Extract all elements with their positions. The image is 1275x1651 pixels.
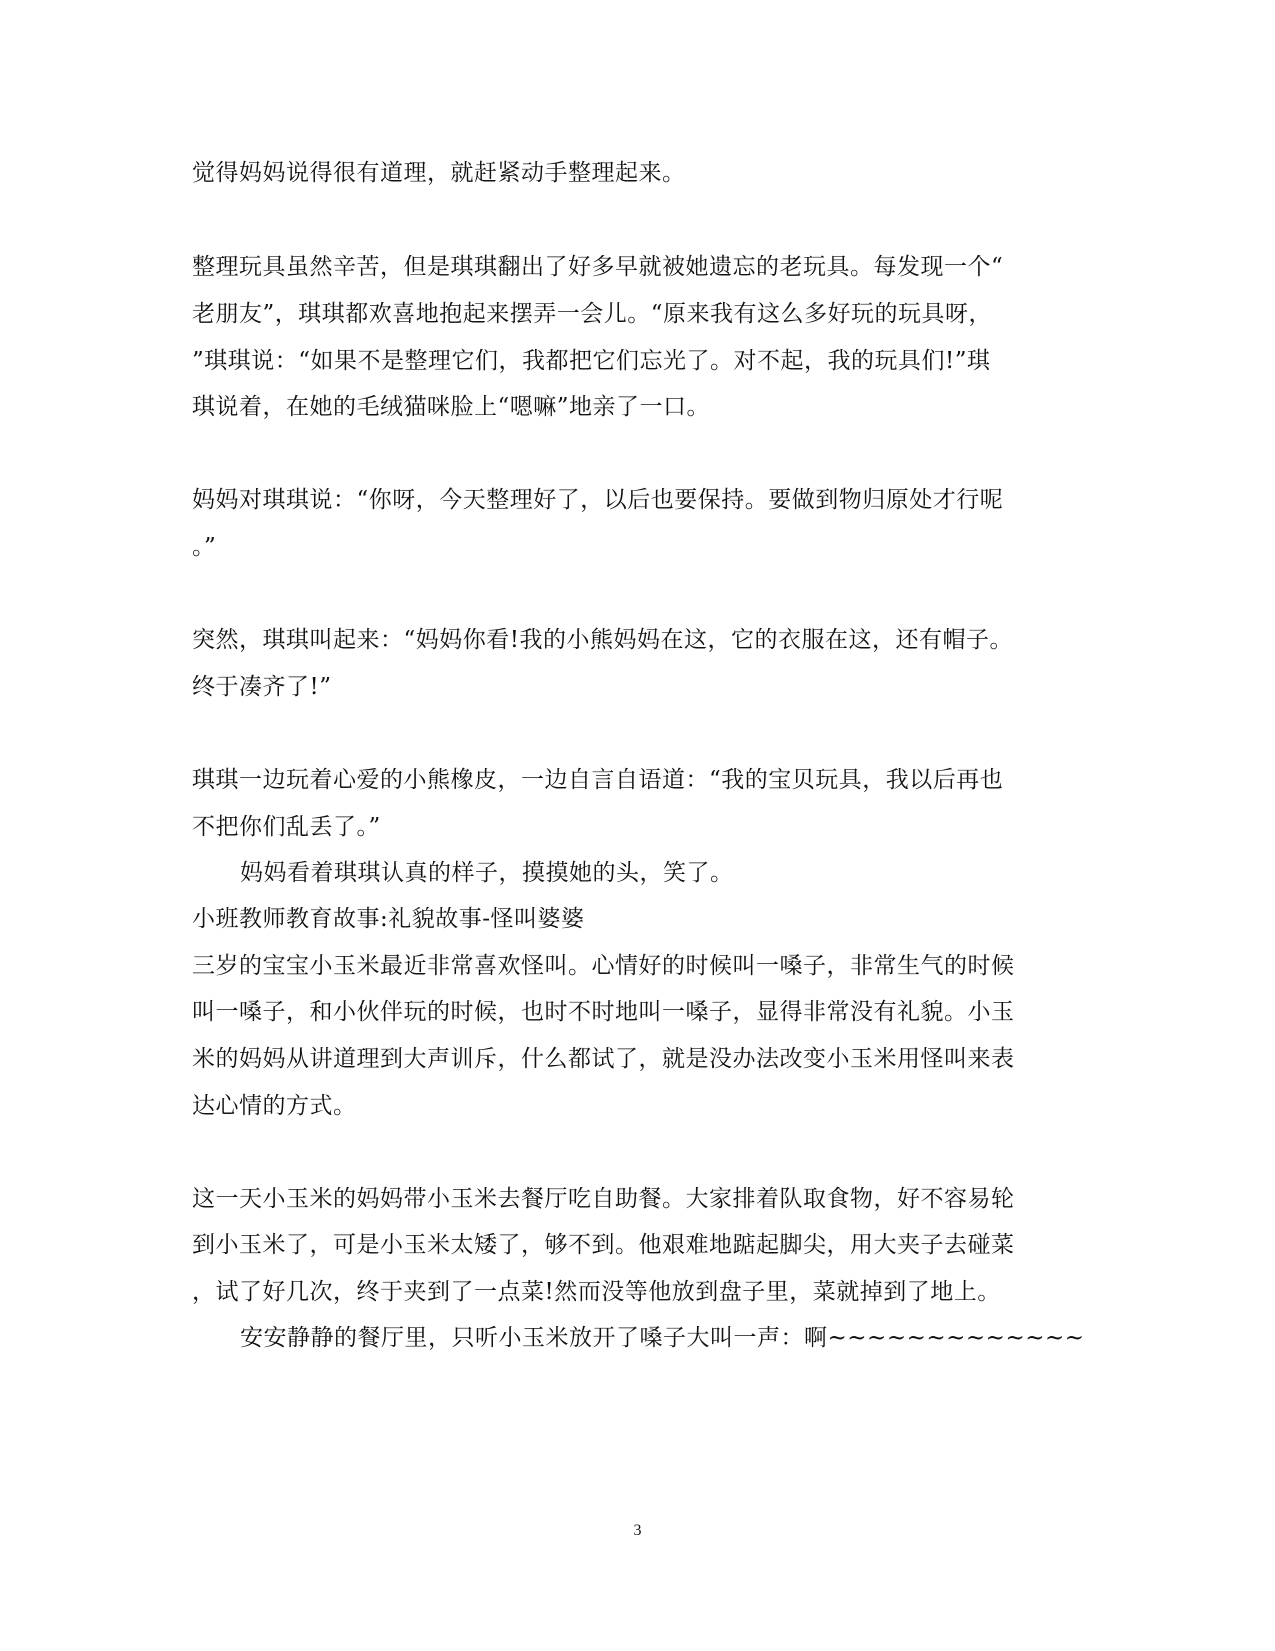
text-line: 三岁的宝宝小玉米最近非常喜欢怪叫。心情好的时候叫一嗓子，非常生气的时候: [192, 953, 1015, 979]
text-line: 老朋友”，琪琪都欢喜地抱起来摆弄一会儿。“原来我有这么多好玩的玩具呀，: [192, 301, 993, 327]
text-line: 到小玉米了，可是小玉米太矮了，够不到。他艰难地踮起脚尖，用大夹子去碰菜: [192, 1232, 1015, 1258]
text-line: 觉得妈妈说得很有道理，就赶紧动手整理起来。: [192, 160, 686, 186]
text-line: 不把你们乱丢了。”: [192, 814, 381, 840]
text-line: 达心情的方式。: [192, 1093, 357, 1119]
text-line: 叫一嗓子，和小伙伴玩的时候，也时不时地叫一嗓子，显得非常没有礼貌。小玉: [192, 999, 1015, 1025]
text-line: 米的妈妈从讲道理到大声训斥，什么都试了，就是没办法改变小玉米用怪叫来表: [192, 1046, 1015, 1072]
text-line: 整理玩具虽然辛苦，但是琪琪翻出了好多早就被她遗忘的老玩具。每发现一个“: [192, 254, 1004, 280]
text-line: 安安静静的餐厅里，只听小玉米放开了嗓子大叫一声：啊~~~~~~~~~~~~~: [240, 1325, 1085, 1351]
text-line: 妈妈对琪琪说：“你呀，今天整理好了，以后也要保持。要做到物归原处才行呢: [192, 487, 1004, 513]
text-line: ”琪琪说：“如果不是整理它们，我都把它们忘光了。对不起，我的玩具们!”琪: [192, 348, 991, 374]
text-line: 琪说着，在她的毛绒猫咪脸上“嗯嘛”地亲了一口。: [192, 394, 711, 420]
text-line: 这一天小玉米的妈妈带小玉米去餐厅吃自助餐。大家排着队取食物，好不容易轮: [192, 1186, 1015, 1212]
text-line: 。”: [192, 534, 217, 560]
text-line: 妈妈看着琪琪认真的样子，摸摸她的头，笑了。: [240, 860, 734, 886]
text-line: 突然，琪琪叫起来：“妈妈你看!我的小熊妈妈在这，它的衣服在这，还有帽子。: [192, 627, 1014, 653]
text-line: ，试了好几次，终于夹到了一点菜!然而没等他放到盘子里，菜就掉到了地上。: [192, 1279, 1001, 1305]
section-heading: 小班教师教育故事:礼貌故事-怪叫婆婆: [192, 906, 585, 932]
text-line: 终于凑齐了!”: [192, 674, 332, 700]
page-number: 3: [633, 1522, 642, 1539]
text-line: 琪琪一边玩着心爱的小熊橡皮，一边自言自语道：“我的宝贝玩具，我以后再也: [192, 767, 1004, 793]
